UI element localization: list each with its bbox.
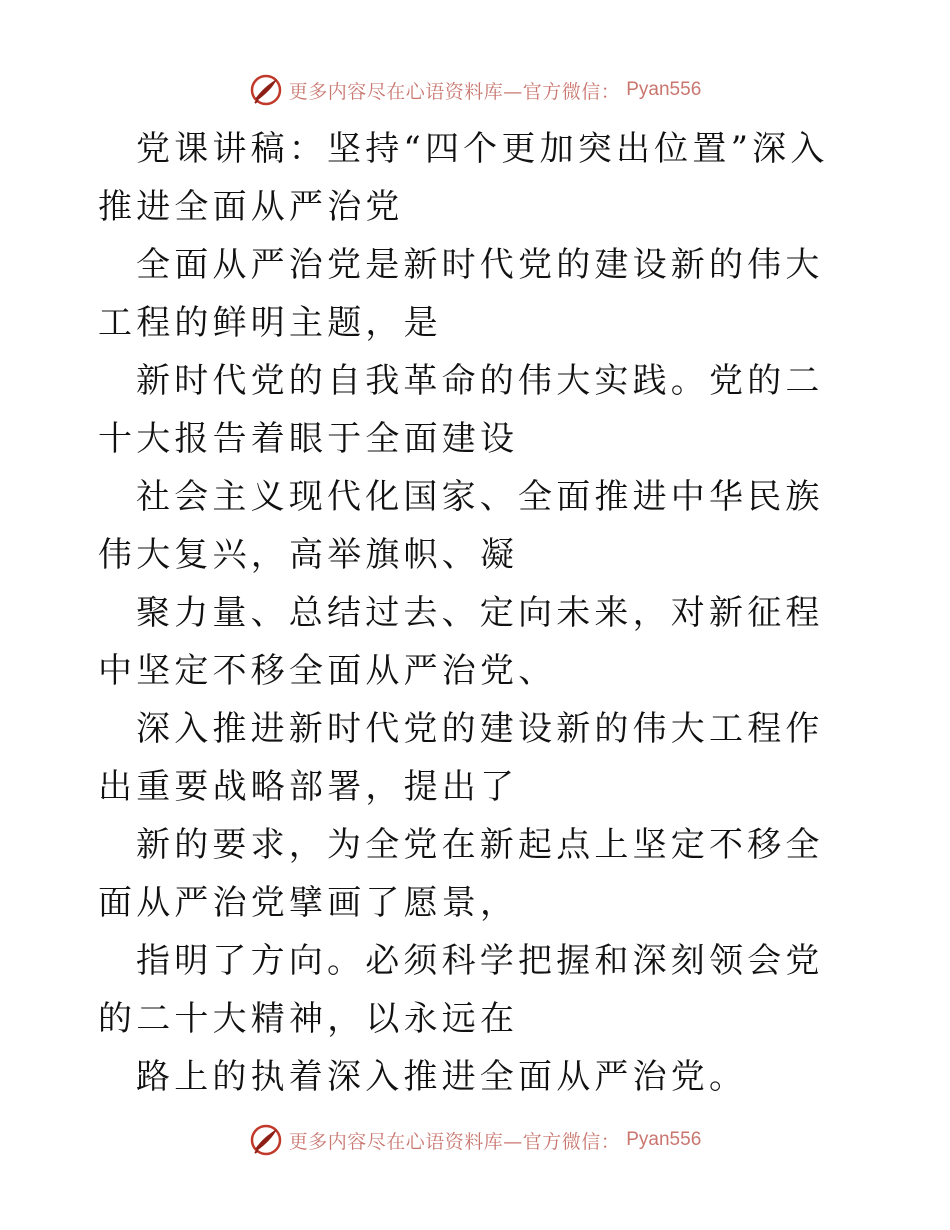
header-banner — [0, 70, 950, 110]
paragraph: 社会主义现代化国家、全面推进中华民族伟大复兴，高举旗帜、凝 — [98, 477, 824, 575]
paragraph: 新时代党的自我革命的伟大实践。党的二十大报告着眼于全面建设 — [98, 361, 824, 459]
paragraph: 路上的执着深入推进全面从严治党。 — [136, 1057, 748, 1097]
paragraph: 全面从严治党是新时代党的建设新的伟大工程的鲜明主题，是 — [98, 245, 824, 343]
paragraph: 指明了方向。必须科学把握和深刻领会党的二十大精神，以永远在 — [98, 941, 824, 1039]
footer-banner-text: 更多内容尽在心语资料库—官方微信： — [288, 1130, 621, 1153]
document-title: 党课讲稿：坚持“四个更加突出位置”深入推进全面从严治党 — [98, 129, 829, 227]
document-body — [98, 120, 858, 1106]
paragraph: 聚力量、总结过去、定向未来，对新征程中坚定不移全面从严治党、 — [98, 593, 824, 691]
footer-banner — [0, 1120, 950, 1160]
quill-pen-logo-icon — [249, 73, 283, 107]
header-banner-text: 更多内容尽在心语资料库—官方微信： — [288, 80, 621, 103]
header-banner-wechat-id: Pyan556 — [626, 79, 702, 100]
paragraph: 新的要求，为全党在新起点上坚定不移全面从严治党擘画了愿景， — [98, 825, 824, 923]
footer-banner-wechat-id: Pyan556 — [626, 1129, 702, 1150]
paragraph: 深入推进新时代党的建设新的伟大工程作出重要战略部署，提出了 — [98, 709, 824, 807]
quill-pen-logo-icon — [249, 1123, 283, 1157]
